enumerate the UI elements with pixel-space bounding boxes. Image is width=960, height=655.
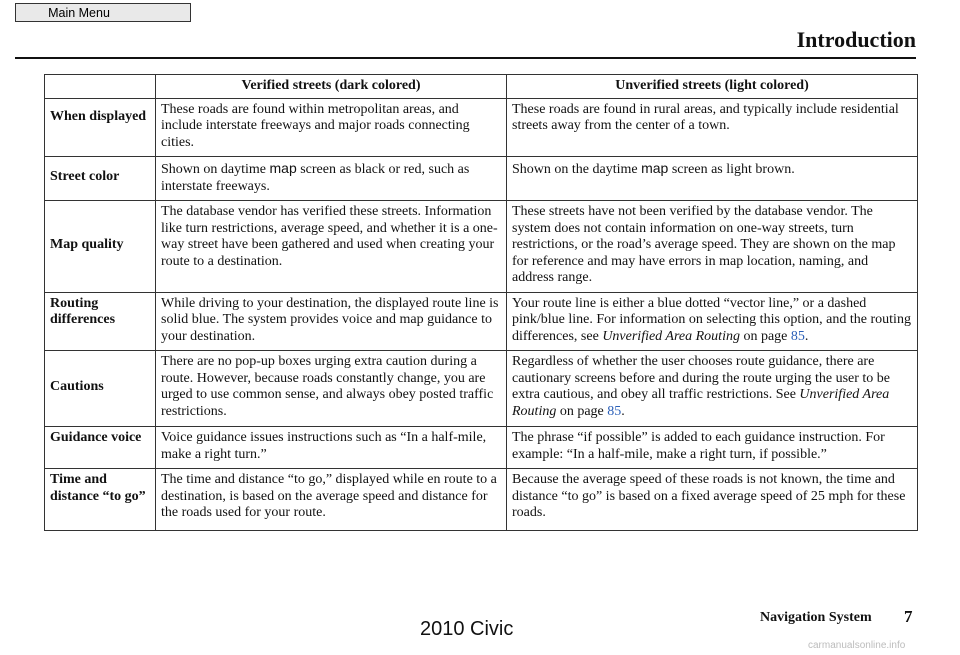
cell-text: Your route line is either a blue dotted “vector line,” or a dashed pink/blue line. For information on selecting this option, and the routing differences, see [512, 295, 911, 344]
table-header-row [45, 75, 918, 99]
cell-text: screen as light brown. [668, 162, 795, 177]
unverified-cell [507, 292, 918, 351]
row-label: When displayed [45, 98, 156, 157]
unverified-cell [507, 157, 918, 201]
comparison-table [44, 74, 918, 531]
row-label: Time and distance “to go” [45, 469, 156, 531]
header-divider [15, 57, 916, 59]
table-row [45, 351, 918, 427]
row-label: Routing differences [45, 292, 156, 351]
page-title: Introduction [796, 27, 916, 52]
table-row [45, 201, 918, 293]
cell-text: . [804, 328, 809, 344]
row-label: Cautions [45, 351, 156, 427]
cell-text: on page [739, 328, 791, 344]
row-label: Street color [45, 157, 156, 201]
cross-reference: Unverified Area Routing [512, 387, 890, 419]
table-row [45, 98, 918, 157]
unverified-cell [507, 351, 918, 427]
watermark: carmanualsonline.info [808, 640, 906, 651]
verified-cell: The database vendor has verified these streets. Information like turn restrictions, average speed, and whether it is a one-way street have been gathered and used when creating your route to a destination. [156, 201, 507, 293]
cell-text: . [621, 403, 625, 419]
vehicle-model: 2010 Civic [420, 618, 514, 640]
verified-cell: While driving to your destination, the displayed route line is solid blue. The system provides voice and map guidance to your destination. [156, 292, 507, 351]
main-menu-button[interactable]: Main Menu [15, 3, 191, 22]
verified-cell: The time and distance “to go,” displayed while en route to a destination, is based on the average speed and distance for the roads used for your route. [156, 469, 507, 531]
column-header-verified: Verified streets (dark colored) [156, 75, 507, 99]
cell-text: screen as black or red, such as interstate freeways. [161, 162, 470, 194]
table-row [45, 292, 918, 351]
cell-text: on page [556, 403, 608, 419]
map-term: map [641, 160, 669, 176]
table-row [45, 427, 918, 469]
unverified-cell: The phrase “if possible” is added to each guidance instruction. For example: “In a half-mile, make a right turn, if possible.” [507, 427, 918, 469]
table-row [45, 157, 918, 201]
column-header-blank [45, 75, 156, 99]
footer-section-title: Navigation System [760, 610, 872, 625]
unverified-cell: Because the average speed of these roads is not known, the time and distance “to go” is based on a fixed average speed of 25 mph for these roads. [507, 469, 918, 531]
page-number: 7 [904, 607, 913, 626]
row-label: Map quality [45, 201, 156, 293]
unverified-cell: These roads are found in rural areas, and typically include residential streets away from the center of a town. [507, 98, 918, 157]
table-row [45, 469, 918, 531]
row-label: Guidance voice [45, 427, 156, 469]
unverified-cell: These streets have not been verified by the database vendor. The system does not contain information on one-way streets, turn restrictions, or the road’s average speed. They are shown on the map for reference and may have errors in map location, naming, and address range. [507, 201, 918, 293]
cell-text: Regardless of whether the user chooses route guidance, there are cautionary screens before and during the route urging the user to be extra cautious, and obey all traffic restrictions. See [512, 354, 890, 402]
verified-cell: Voice guidance issues instructions such as “In a half-mile, make a right turn.” [156, 427, 507, 469]
map-term: map [269, 160, 297, 176]
cell-text: Shown on daytime [161, 162, 270, 177]
verified-cell: These roads are found within metropolitan areas, and include interstate freeways and major roads connecting cities. [156, 98, 507, 157]
verified-cell: There are no pop-up boxes urging extra caution during a route. However, because roads constantly change, you are urged to use common sense, and always obey posted traffic restrictions. [156, 351, 507, 427]
cell-text: Shown on the daytime [512, 162, 642, 177]
cross-reference: Unverified Area Routing [602, 328, 740, 344]
column-header-unverified: Unverified streets (light colored) [507, 75, 918, 99]
verified-cell [156, 157, 507, 201]
page-link[interactable]: 85 [790, 328, 805, 344]
page-link[interactable]: 85 [607, 403, 622, 419]
